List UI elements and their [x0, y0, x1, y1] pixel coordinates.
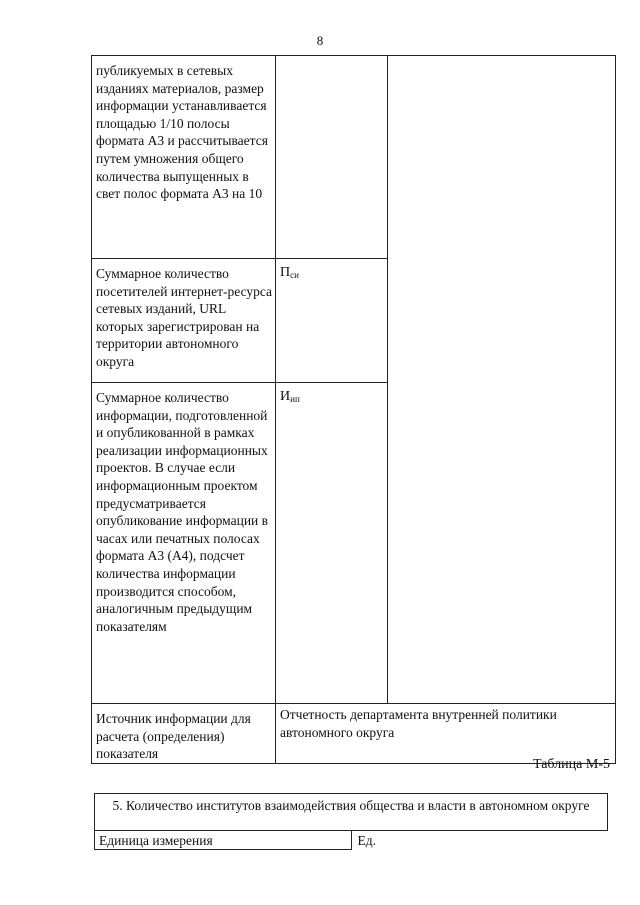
symbol-subscript: ип	[290, 394, 300, 404]
source-value: Отчетность департамента внутренней политики автономного округа	[276, 704, 616, 764]
symbol-subscript: си	[290, 270, 299, 280]
symbol-cell	[276, 383, 388, 704]
table-row	[92, 56, 616, 259]
symbol-letter: И	[280, 389, 291, 404]
source-label: Источник информации для расчета (определения) показателя	[92, 704, 276, 764]
source-row	[92, 704, 616, 764]
description-cell: Суммарное количество посетителей интернет-ресурса сетевых изданий, URL которых зарегистрирован на территории автономного округа	[92, 259, 276, 383]
symbol-cell	[276, 56, 388, 259]
indicator-title: 5. Количество институтов взаимодействия общества и власти в автономном округе	[95, 794, 608, 831]
indicator-table	[91, 55, 616, 764]
symbol-letter: П	[280, 265, 291, 280]
unit-label: Единица измерения	[95, 831, 352, 850]
value-cell	[388, 56, 616, 704]
page-number: 8	[316, 33, 324, 48]
indicator-table-5	[94, 793, 608, 850]
description-cell: публикуемых в сетевых изданиях материалов, размер информации устанавливается площадью 1/10 полосы формата А3 и рассчитывается путем умножения общего количества выпущенных в свет полос формата А3 на 10	[92, 56, 276, 259]
symbol-cell	[276, 259, 388, 383]
table-caption: Таблица М-5	[533, 757, 610, 772]
unit-value: Ед.	[351, 831, 608, 850]
description-cell: Суммарное количество информации, подготовленной и опубликованной в рамках реализации информационных проектов. В случае если информационным проектом предусматривается опубликование информации в часах или печатных полосах формата А3 (А4), подсчет количества информации производится способом, аналогичным предыдущим показателям	[92, 383, 276, 704]
